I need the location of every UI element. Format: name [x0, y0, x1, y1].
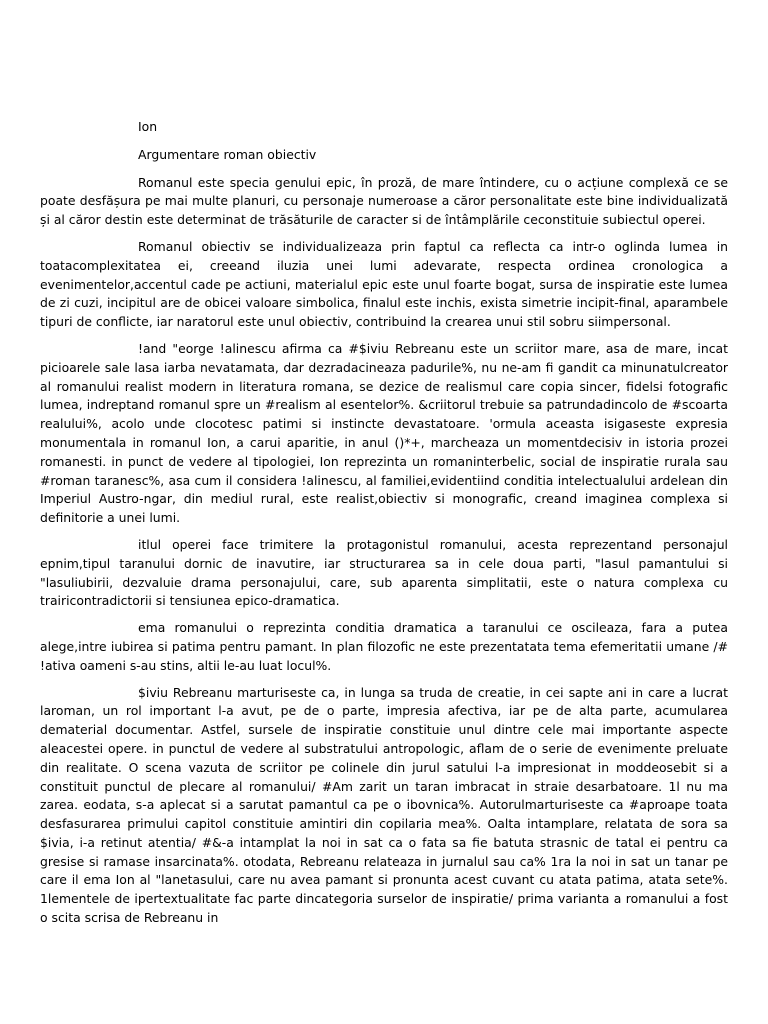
paragraph: $iviu Rebreanu marturiseste ca, in lunga sa truda de creatie, in cei sapte ani in care a lucrat laroman, un rol important l-a avut, pe de o parte, impresia afectiva, iar pe de alta parte, acumularea dematerial documentar. Astfel, sursele de inspiratie constituie unul dintre cele mai importante aspecte aleacestei opere. ⁠in punctul de vedere al substratului antropologic, aflam de o serie de evenimente preluate din realitate. O scena vazuta de scriitor pe colinele din jurul satului l-a impresionat in moddeosebit si a constituit punctul de plecare al romanului/ #Am zarit un taran imbracat in straie desarbatoare. 1l nu ma zarea. ⁠eodata, s-a aplecat si a sarutat pamantul ca pe o ibovnica%. Autorulmarturiseste ca #aproape toata desfasurarea primului capitol constituie amintiri din copilaria mea%. Oalta intamplare, relatata de sora sa $ivia, i-a retinut atentia/ #&-a intamplat la noi in sat ca o fata sa fie batuta strasnic de tatal ei pentru ca gresise si ramase insarcinata%. ⁠otodata, Rebreanu relateaza in jurnalul sau ca% 1ra la noi in sat un tanar pe care il ⁠ema Ion al "lanetasului, care nu avea pamant si pronunta acest cuvant cu atata patima, atata sete%. 1lementele de ⁠ipertextualitate fac parte dincategoria surselor de inspiratie/ prima varianta a romanului a fost o sc⁠ita scrisa de Rebreanu in: [40, 684, 728, 926]
document-title: Ion: [138, 119, 158, 134]
document-subtitle: Argumentare roman obiectiv: [138, 146, 317, 162]
paragraph: ⁠itlul operei face trimitere la protagonistul romanului, acesta reprezentand personajul epnim,tipul taranului dornic de inavutire, iar structurarea sa in cele doua parti, "lasul pamantului si "lasuliubirii, dezvaluie drama personajului, care, sub aparenta simplitatii, este o natura complexa cu trairicontradictorii si tensiunea epico-dramatica.: [40, 536, 728, 609]
paragraph: Romanul este specia genului epic, în proză, de mare întindere, cu o acțiune complexă ce se poate desfășura pe mai multe planuri, cu personaje numeroase a căror personalitate este bine individualizată și al căror destin este determinat de trăsăturile de caracter si de întâmplările ceconstituie subiectul operei.: [40, 174, 728, 228]
paragraph: Romanul obiectiv se individualizeaza prin faptul ca reflecta ca intr-o oglinda lumea in toatacomplexitatea ei, creeand iluzia unei lumi adevarate, respecta ordinea cronologica a evenimentelor,accentul cade pe actiuni, materialul epic este unul foarte bogat, sursa de inspiratie este lumea de zi cuzi, incipitul are de obicei valoare simbolica, finalul este inchis, exista simetrie incipit-final, aparambele tipuri de conflicte, iar naratorul este unul obiectiv, contribuind la crearea unui stil sobru siimpersonal.: [40, 238, 728, 330]
paragraph: ⁠ema romanului o reprezinta conditia dramatica a taranului ce oscileaza, fara a putea alege,intre iubirea si patima pentru pamant. In plan filozofic ne este prezentatata tema efemeritatii umane /# !ativa oameni s-au stins, altii le-au luat locul%.: [40, 620, 728, 673]
paragraph: !and "eorge !alinescu afirma ca #$iviu Rebreanu este un scriitor mare, asa de mare, incat picioarele sale lasa iarba nevatamata, dar dezradacineaza padurile%, nu ne-am fi gandit ca minunatulcreator al romanului realist modern in literatura romana, se dezice de realismul care copia sincer, fidelsi fotografic lumea, indreptand romanul spre un #realism al esentelor%. &criitorul trebuie sa patrundadincolo de #scoarta realului%, acolo unde clocotesc patimi si instincte devastatoare. 'ormula aceasta isigaseste expresia monumentala in romanul Ion, a carui aparitie, in anul ()*+, marc⁠heaza un momentdecisiv in istoria prozei romanesti. ⁠in punct de vedere al tipologiei, Ion reprezinta un romaninterbelic, social de inspiratie rurala sau #roman taranesc%, asa cum il considera !alinescu, al familiei,evidentiind conditia intelectualului ardelean din Imperiul Austro-⁠ngar, din mediul rural, este realist,obiectiv si monografic, creand imaginea complexa si definitorie a unei lumi.: [40, 340, 728, 526]
